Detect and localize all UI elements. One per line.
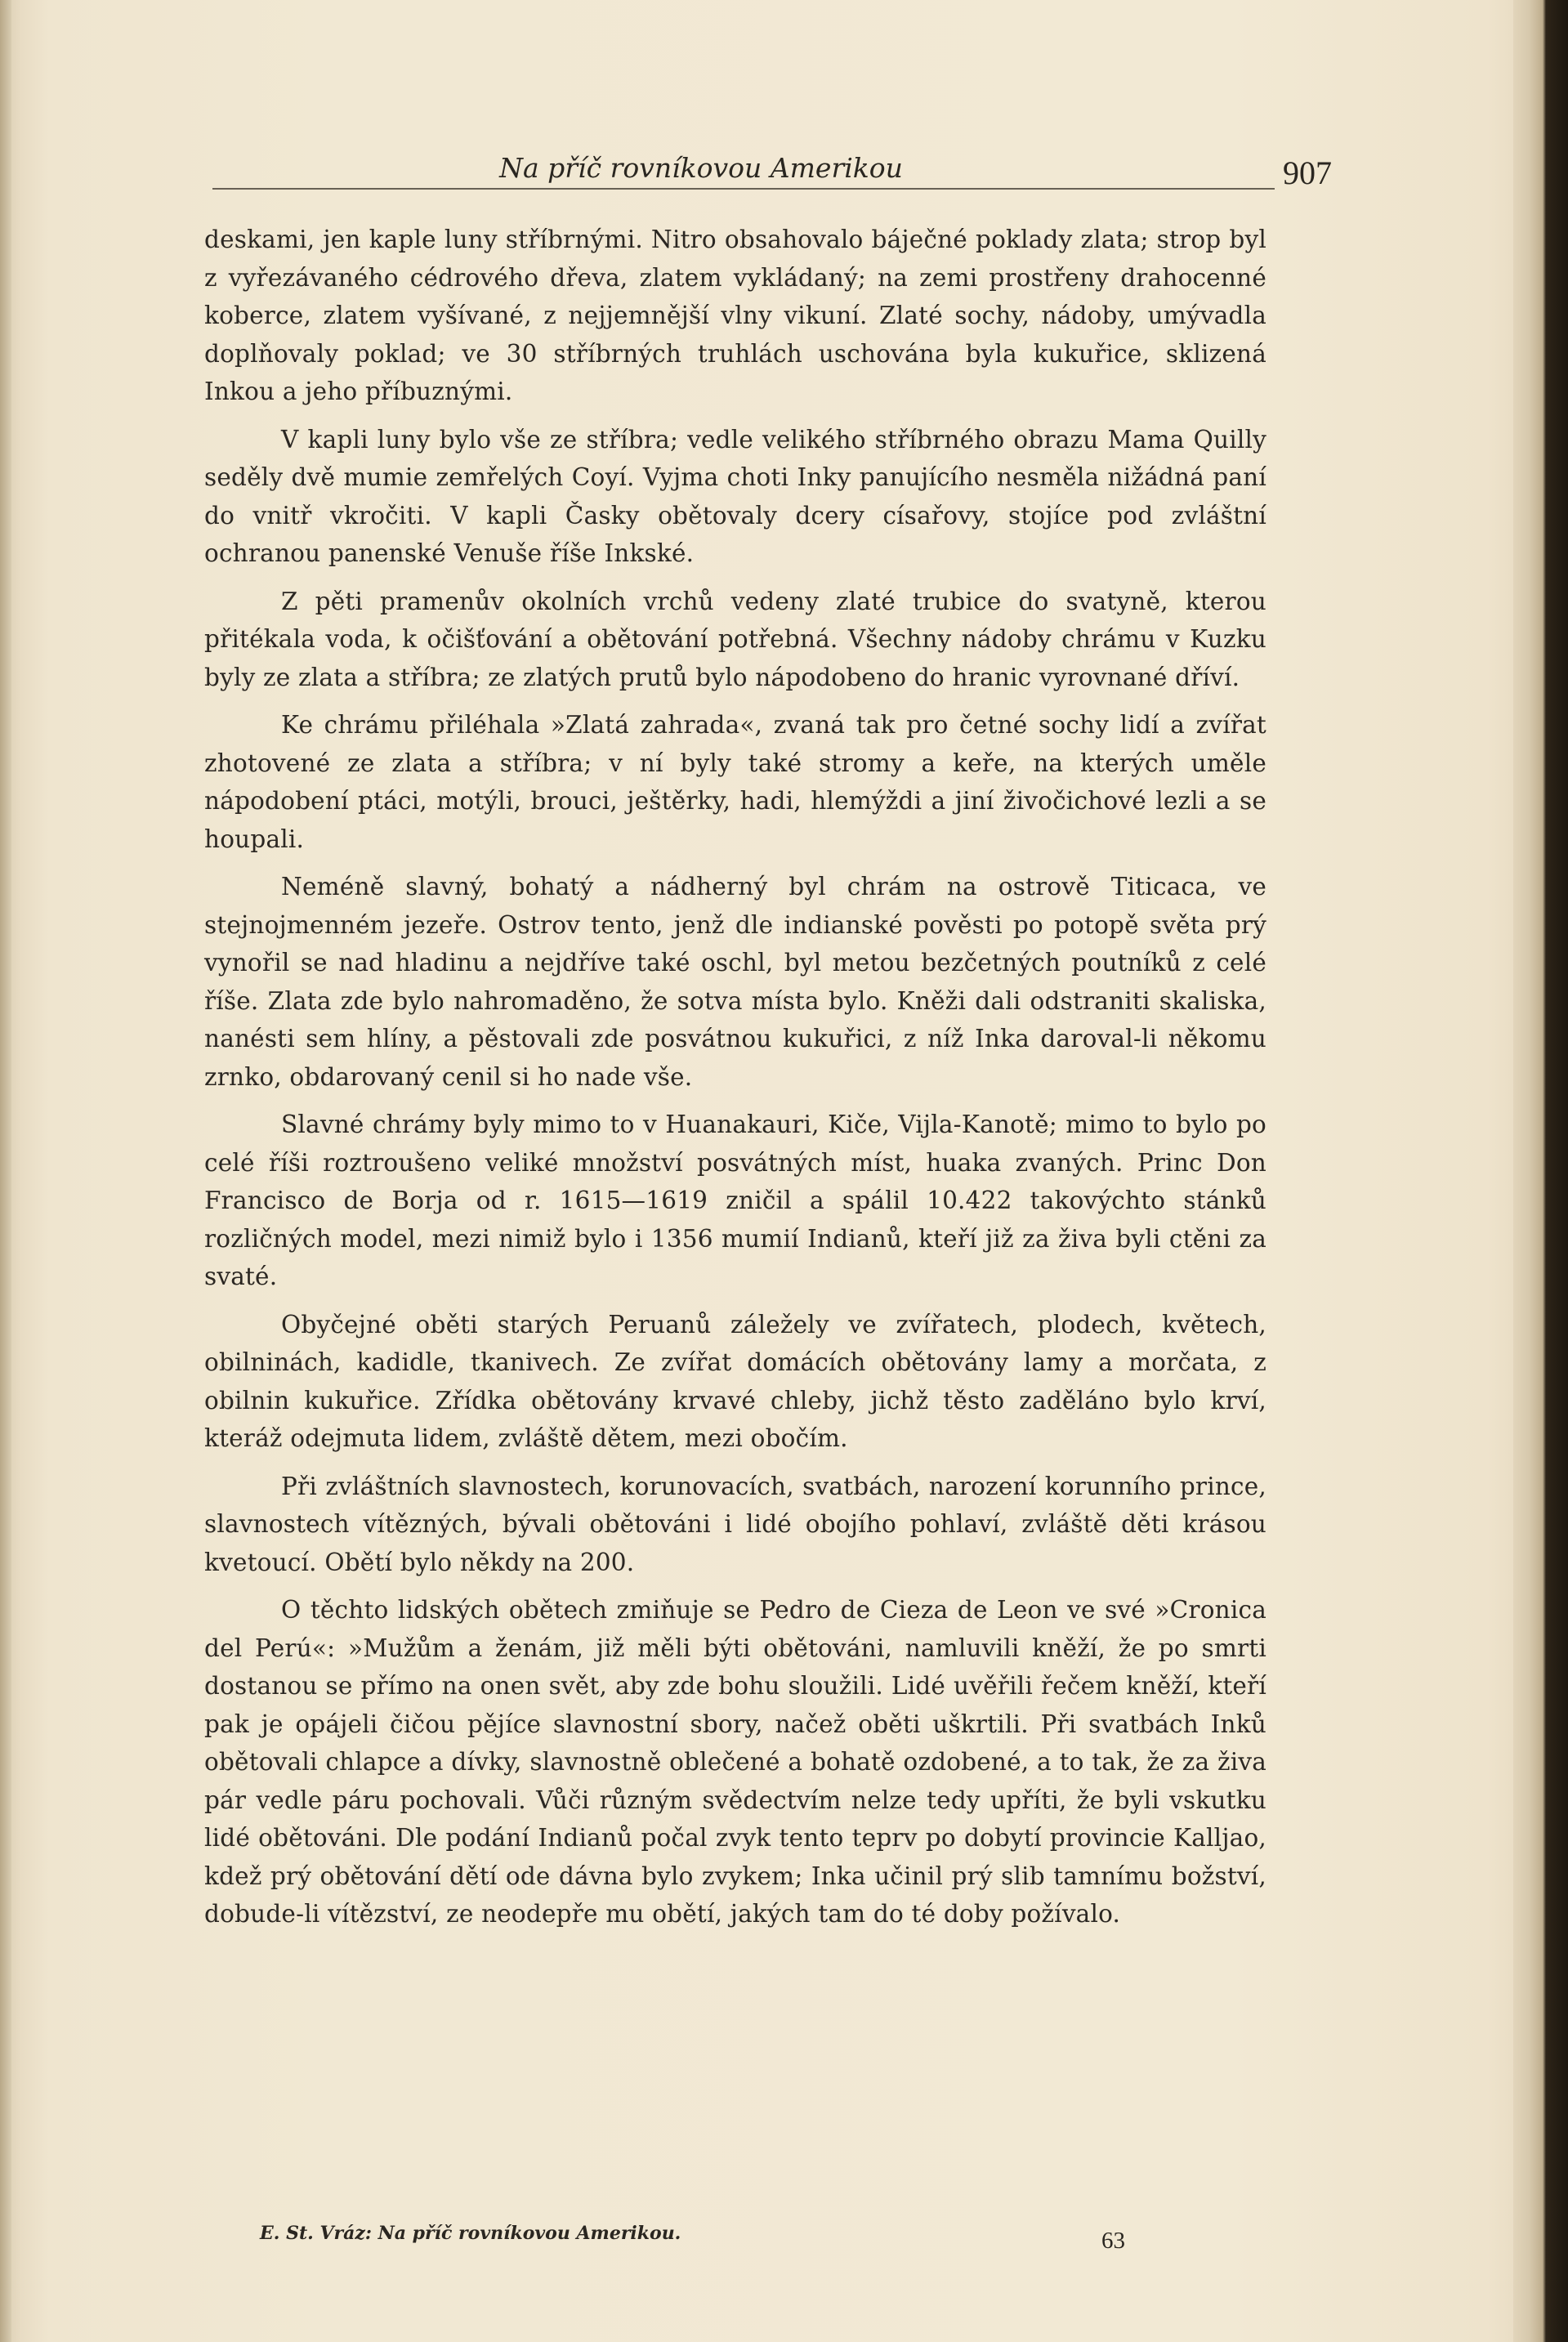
paragraph: V kapli luny bylo vše ze stříbra; vedle velikého stříbrného obrazu Mama Quilly seděly dvě mumie zemřelých Coyí. Vyjma choti Inky panujícího nesměla nižádná paní do vnitř vkročiti. V kapli Časky obětovaly dcery císařovy, stojíce pod zvláštní ochranou panenské Venuše říše Inkské. <box>204 425 1266 567</box>
paragraph: Obyčejné oběti starých Peruanů záležely ve zvířatech, plodech, květech, obilninách, kadidle, tkanivech. Ze zvířat domácích obětovány lamy a morčata, z obilnin kukuřice. Zřídka obětovány krvavé chleby, jichž těsto zaděláno bylo krví, kteráž odejmuta lidem, zvláště dětem, mezi obočím. <box>204 1310 1266 1452</box>
sheet-signature: E. St. Vráz: Na příč rovníkovou Amerikou. <box>260 2223 681 2244</box>
page-edge <box>1513 0 1568 2342</box>
page-number: 907 <box>1283 154 1332 191</box>
paragraph: O těchto lidských obětech zmiňuje se Pedro de Cieza de Leon ve své »Cronica del Perú«: »Mužům a ženám, již měli býti obětováni, namluvili kněží, že po smrti dostanou se přímo na onen svět, aby zde bohu sloužili. Lidé uvěřili řečem kněží, kteří pak je opájeli čičou pějíce slavnostní sbory, načež oběti uškrtili. Při svatbách Inků obětovali chlapce a dívky, slavnostně oblečené a bohatě ozdobené, a to tak, že za živa pár vedle páru pochovali. Vůči různým svědectvím nelze tedy upříti, že byli vskutku lidé obětováni. Dle podání Indianů počal zvyk tento teprv po dobytí provincie Kalljao, kdež prý obětování dětí ode dávna bylo zvykem; Inka učinil prý slib tamnímu božství, dobude-li vítězství, ze neodepře mu obětí, jakých tam do té doby požívalo. <box>204 1596 1266 1928</box>
sheet-number: 63 <box>1101 2228 1125 2254</box>
paragraph: Slavné chrámy byly mimo to v Huanakauri, Kiče, Vijla-Kanotě; mimo to bylo po celé říši roztroušeno veliké množství posvátných míst, huaka zvaných. Princ Don Francisco de Borja od r. 1615—1619 zničil a spálil 10.422 takovýchto stánků rozličných model, mezi nimiž bylo i 1356 mumií Indianů, kteří již za živa byli ctěni za svaté. <box>204 1111 1266 1290</box>
paragraph: Při zvláštních slavnostech, korunovacích, svatbách, narození korunního prince, slavnostech vítězných, bývali obětováni i lidé obojího pohlaví, zvláště děti krásou kvetoucí. Obětí bylo někdy na 200. <box>204 1472 1266 1576</box>
wavy-rule <box>212 183 1275 194</box>
paragraph: Ke chrámu přiléhala »Zlatá zahrada«, zvaná tak pro četné sochy lidí a zvířat zhotovené ze zlata a stříbra; v ní byly také stromy a keře, na kterých uměle nápodobení ptáci, motýli, brouci, ještěrky, hadi, hlemýždi a jiní živočichové lezli a se houpali. <box>204 711 1266 853</box>
page-footer <box>260 2223 1159 2264</box>
page-gutter-shadow <box>0 0 11 2342</box>
running-title: Na příč rovníkovou Amerikou <box>499 152 903 184</box>
paragraph: Z pěti pramenův okolních vrchů vedeny zlaté trubice do svatyně, kterou přitékala voda, k očišťování a obětování potřebná. Všechny nádoby chrámu v Kuzku byly ze zlata a stříbra; ze zlatých prutů bylo nápodobeno do hranic vyrovnané dříví. <box>204 587 1266 691</box>
paragraph: Neméně slavný, bohatý a nádherný byl chrám na ostrově Titicaca, ve stejnojmenném jezeře. Ostrov tento, jenž dle indianské pověsti po potopě světa prý vynořil se nad hladinu a nejdříve také oschl, byl metou bezčetných poutníků z celé říše. Zlata zde bylo nahromaděno, že sotva místa bylo. Kněži dali odstraniti skaliska, nanésti sem hlíny, a pěstovali zde posvátnou kukuřici, z níž Inka daroval-li někomu zrnko, obdarovaný cenil si ho nade vše. <box>204 873 1266 1091</box>
running-header <box>211 152 1332 201</box>
article-body <box>204 221 1266 1943</box>
paragraph: deskami, jen kaple luny stříbrnými. Nitro obsahovalo báječné poklady zlata; strop byl z vyřezávaného cédrového dřeva, zlatem vykládaný; na zemi prostřeny drahocenné koberce, zlatem vyšívané, z nejjemnější vlny vikuní. Zlaté sochy, nádoby, umývadla doplňovaly poklad; ve 30 stříbrných truhlách uschována byla kukuřice, sklizená Inkou a jeho příbuznými. <box>204 226 1266 405</box>
